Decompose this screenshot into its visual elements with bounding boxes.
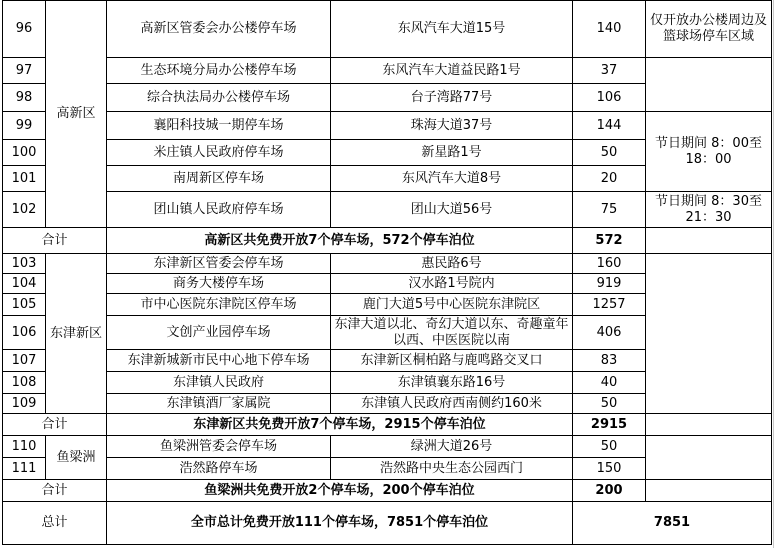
parking-spaces: 20 bbox=[573, 166, 646, 192]
row-number: 106 bbox=[2, 316, 46, 350]
parking-lot-name: 东津新城新市民中心地下停车场 bbox=[107, 350, 331, 372]
parking-lot-address: 浩然路中央生态公园西门 bbox=[331, 458, 573, 480]
row-number: 108 bbox=[2, 372, 46, 394]
parking-lot-name: 综合执法局办公楼停车场 bbox=[107, 84, 331, 112]
row-number: 102 bbox=[2, 192, 46, 228]
parking-spaces: 150 bbox=[573, 458, 646, 480]
total-value: 7851 bbox=[573, 502, 772, 545]
parking-lot-address: 鹿门大道5号中心医院东津院区 bbox=[331, 294, 573, 316]
parking-spaces: 50 bbox=[573, 140, 646, 166]
parking-lot-name: 鱼梁洲管委会停车场 bbox=[107, 436, 331, 458]
parking-lot-name: 南周新区停车场 bbox=[107, 166, 331, 192]
subtotal-value-gaoxin: 572 bbox=[573, 228, 646, 254]
note-empty bbox=[646, 254, 772, 414]
parking-lot-name: 东津镇酒厂家属院 bbox=[107, 394, 331, 414]
row-number: 111 bbox=[2, 458, 46, 480]
row-number: 104 bbox=[2, 274, 46, 294]
row-number: 96 bbox=[2, 0, 46, 58]
subtotal-value-yuliangzhou: 200 bbox=[573, 480, 646, 502]
parking-spaces: 106 bbox=[573, 84, 646, 112]
note-opening-area: 仅开放办公楼周边及篮球场停车区域 bbox=[646, 0, 772, 58]
row-number: 103 bbox=[2, 254, 46, 274]
parking-lot-address: 台子湾路77号 bbox=[331, 84, 573, 112]
parking-lot-address: 东风汽车大道15号 bbox=[331, 0, 573, 58]
parking-spaces: 919 bbox=[573, 274, 646, 294]
parking-spaces: 140 bbox=[573, 0, 646, 58]
parking-spaces: 37 bbox=[573, 58, 646, 84]
parking-lot-name: 高新区管委会办公楼停车场 bbox=[107, 0, 331, 58]
parking-spaces: 83 bbox=[573, 350, 646, 372]
parking-lot-name: 东津镇人民政府 bbox=[107, 372, 331, 394]
parking-lot-name: 市中心医院东津院区停车场 bbox=[107, 294, 331, 316]
subtotal-text-gaoxin: 高新区共免费开放7个停车场，572个停车泊位 bbox=[107, 228, 573, 254]
parking-lot-name: 浩然路停车场 bbox=[107, 458, 331, 480]
row-number: 110 bbox=[2, 436, 46, 458]
parking-spaces: 1257 bbox=[573, 294, 646, 316]
parking-spaces: 50 bbox=[573, 436, 646, 458]
parking-spaces: 40 bbox=[573, 372, 646, 394]
parking-spaces: 75 bbox=[573, 192, 646, 228]
parking-lot-address: 汉水路1号院内 bbox=[331, 274, 573, 294]
note-empty bbox=[646, 414, 772, 436]
parking-lot-name: 团山镇人民政府停车场 bbox=[107, 192, 331, 228]
parking-lot-address: 东津镇人民政府西南侧约160米 bbox=[331, 394, 573, 414]
subtotal-value-dongjin: 2915 bbox=[573, 414, 646, 436]
parking-lot-address: 东津新区桐柏路与鹿鸣路交叉口 bbox=[331, 350, 573, 372]
parking-spaces: 160 bbox=[573, 254, 646, 274]
parking-lot-address: 惠民路6号 bbox=[331, 254, 573, 274]
district-yuliangzhou: 鱼梁洲 bbox=[46, 436, 107, 480]
row-number: 100 bbox=[2, 140, 46, 166]
parking-lot-name: 文创产业园停车场 bbox=[107, 316, 331, 350]
note-holiday-hours-1: 节日期间 8：00至18：00 bbox=[646, 112, 772, 192]
note-empty bbox=[646, 436, 772, 480]
row-number: 97 bbox=[2, 58, 46, 84]
row-number: 101 bbox=[2, 166, 46, 192]
note-empty bbox=[646, 228, 772, 254]
row-number: 105 bbox=[2, 294, 46, 316]
parking-lot-name: 米庄镇人民政府停车场 bbox=[107, 140, 331, 166]
subtotal-label-yuliangzhou: 合计 bbox=[2, 480, 107, 502]
parking-lot-address: 东津大道以北、奇幻大道以东、奇趣童年以西、中医医院以南 bbox=[331, 316, 573, 350]
note-empty bbox=[646, 58, 772, 112]
grid-line bbox=[773, 0, 774, 548]
note-holiday-hours-2: 节日期间 8：30至21：30 bbox=[646, 192, 772, 228]
subtotal-label-dongjin: 合计 bbox=[2, 414, 107, 436]
parking-lot-name: 生态环境分局办公楼停车场 bbox=[107, 58, 331, 84]
parking-lot-address: 东风汽车大道益民路1号 bbox=[331, 58, 573, 84]
parking-lot-address: 东风汽车大道8号 bbox=[331, 166, 573, 192]
parking-spaces: 144 bbox=[573, 112, 646, 140]
parking-lot-address: 团山大道56号 bbox=[331, 192, 573, 228]
parking-lot-name: 襄阳科技城一期停车场 bbox=[107, 112, 331, 140]
parking-lot-address: 绿洲大道26号 bbox=[331, 436, 573, 458]
parking-lot-name: 商务大楼停车场 bbox=[107, 274, 331, 294]
parking-lot-name: 东津新区管委会停车场 bbox=[107, 254, 331, 274]
subtotal-text-yuliangzhou: 鱼梁洲共免费开放2个停车场，200个停车泊位 bbox=[107, 480, 573, 502]
total-label: 总计 bbox=[2, 502, 107, 545]
district-dongjin: 东津新区 bbox=[46, 254, 107, 414]
parking-lot-address: 新星路1号 bbox=[331, 140, 573, 166]
total-text: 全市总计免费开放111个停车场，7851个停车泊位 bbox=[107, 502, 573, 545]
row-number: 109 bbox=[2, 394, 46, 414]
subtotal-text-dongjin: 东津新区共免费开放7个停车场，2915个停车泊位 bbox=[107, 414, 573, 436]
row-number: 99 bbox=[2, 112, 46, 140]
row-number: 98 bbox=[2, 84, 46, 112]
parking-lot-address: 珠海大道37号 bbox=[331, 112, 573, 140]
note-empty bbox=[646, 480, 772, 502]
row-number: 107 bbox=[2, 350, 46, 372]
subtotal-label-gaoxin: 合计 bbox=[2, 228, 107, 254]
parking-lot-address: 东津镇襄东路16号 bbox=[331, 372, 573, 394]
parking-spaces: 50 bbox=[573, 394, 646, 414]
parking-spaces: 406 bbox=[573, 316, 646, 350]
district-gaoxin: 高新区 bbox=[46, 0, 107, 228]
